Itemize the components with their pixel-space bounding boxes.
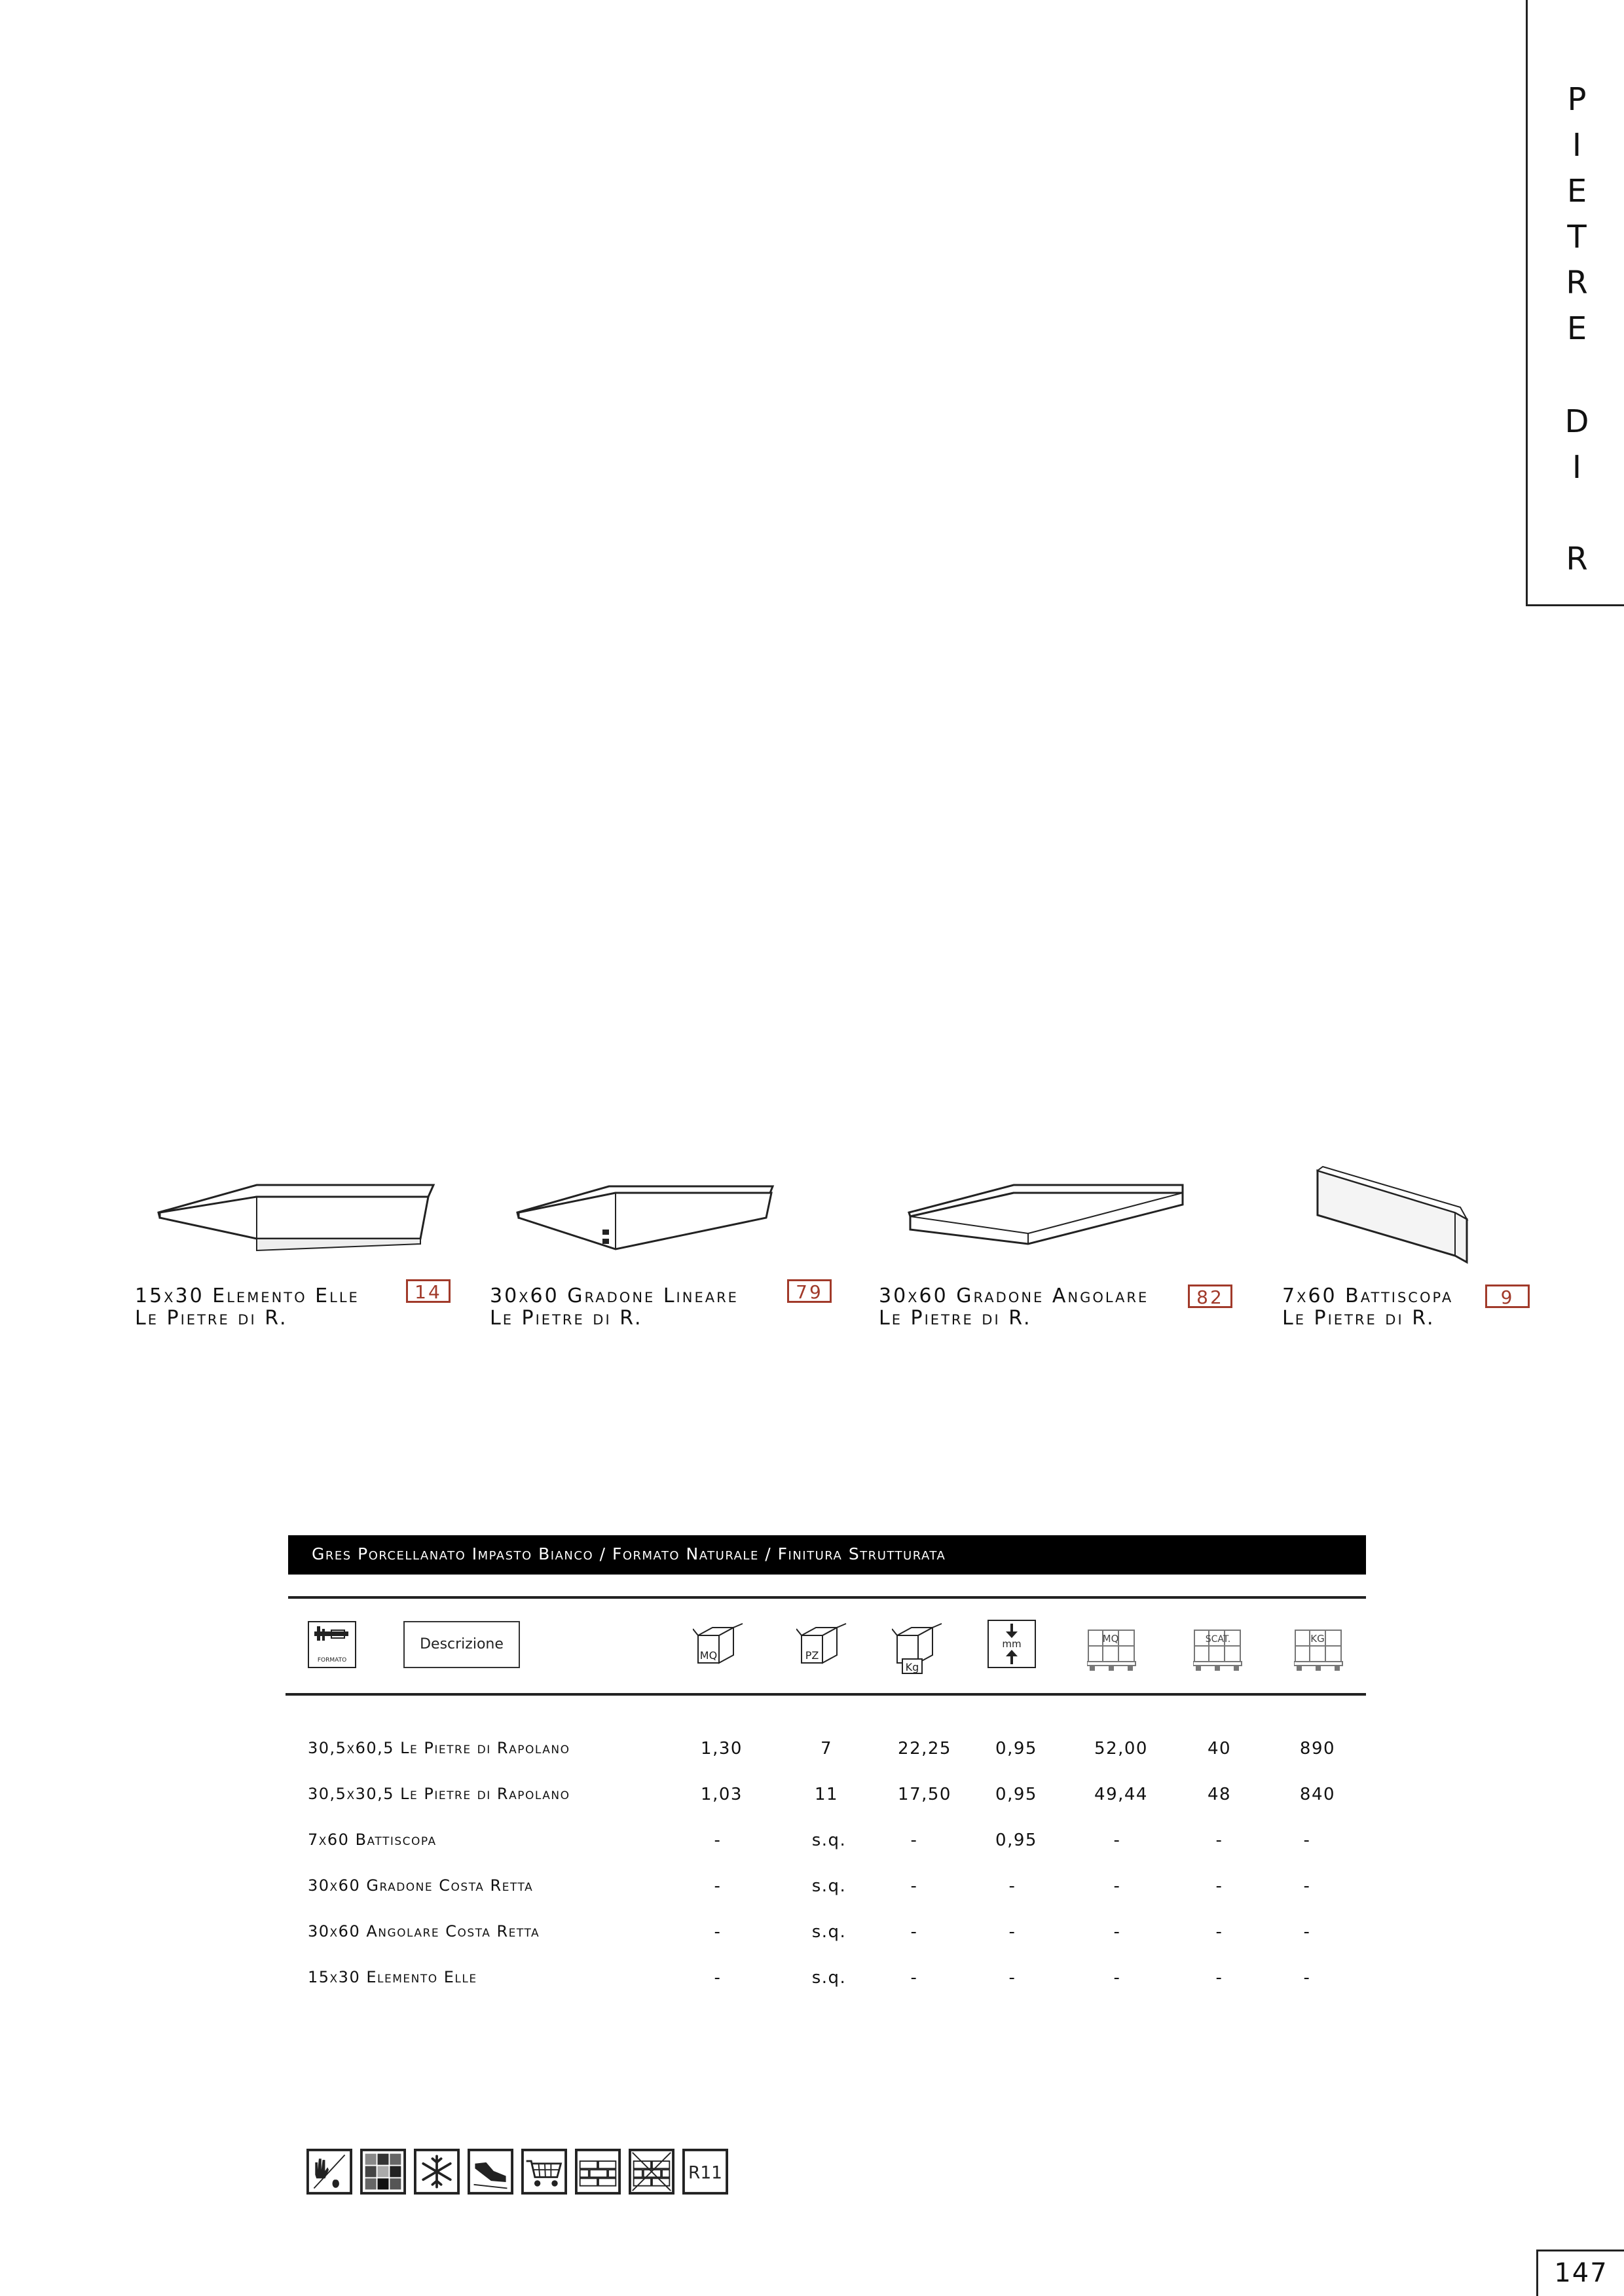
side-tab-letter: T bbox=[1567, 219, 1587, 255]
table-header-title: Gres Porcellanato Impasto Bianco / Formato Naturale / Finitura Strutturata bbox=[312, 1544, 946, 1563]
product-subtitle: Le Pietre di R. bbox=[490, 1307, 643, 1330]
row-description: 15x30 Elemento Elle bbox=[308, 1968, 477, 1986]
cell-pallet-mq: - bbox=[1113, 1831, 1121, 1850]
cell-mm: 0,95 bbox=[995, 1831, 1037, 1850]
row-description: 30,5x60,5 Le Pietre di Rapolano bbox=[308, 1739, 570, 1757]
product-code-badge: 9 bbox=[1485, 1285, 1530, 1308]
pallet-mq-icon bbox=[1087, 1629, 1137, 1672]
side-tab-letter: R bbox=[1566, 541, 1588, 577]
side-tab-letter: E bbox=[1566, 310, 1587, 347]
cell-pallet-mq: 52,00 bbox=[1094, 1739, 1148, 1758]
product-subtitle: Le Pietre di R. bbox=[1282, 1307, 1435, 1330]
cell-pallet-kg: - bbox=[1303, 1968, 1311, 1988]
wall-tiles-icon bbox=[575, 2149, 621, 2195]
cell-kg: - bbox=[910, 1922, 918, 1942]
product-code-badge: 14 bbox=[406, 1279, 451, 1303]
product-subtitle: Le Pietre di R. bbox=[135, 1307, 288, 1330]
cell-pallet-scat: 48 bbox=[1207, 1785, 1232, 1804]
cell-mq: 1,30 bbox=[701, 1739, 743, 1758]
frost-resistant-icon bbox=[414, 2149, 460, 2195]
cell-pallet-scat: - bbox=[1215, 1876, 1223, 1896]
cell-mm: 0,95 bbox=[995, 1739, 1037, 1758]
box-pz-icon bbox=[796, 1622, 849, 1669]
pallet-mq-label: MQ bbox=[1102, 1633, 1119, 1645]
cell-pallet-scat: - bbox=[1215, 1831, 1223, 1850]
pz-label: PZ bbox=[805, 1649, 819, 1662]
product-code-badge: 79 bbox=[787, 1279, 832, 1303]
cell-mm: 0,95 bbox=[995, 1785, 1037, 1804]
cell-pallet-scat: - bbox=[1215, 1922, 1223, 1942]
elemento-elle-image bbox=[152, 1178, 447, 1257]
row-description: 30x60 Gradone Costa Retta bbox=[308, 1876, 534, 1895]
row-description: 7x60 Battiscopa bbox=[308, 1831, 437, 1849]
mq-label: MQ bbox=[699, 1649, 718, 1662]
cell-mm: - bbox=[1008, 1876, 1016, 1896]
cell-pallet-kg: - bbox=[1303, 1831, 1311, 1850]
kg-label: Kg bbox=[905, 1661, 919, 1673]
side-tab-letter: D bbox=[1564, 403, 1589, 440]
slip-rating-icon bbox=[682, 2149, 728, 2195]
cell-pallet-kg: 890 bbox=[1299, 1739, 1336, 1758]
cell-kg: - bbox=[910, 1968, 918, 1988]
product-title: 7x60 Battiscopa bbox=[1282, 1285, 1454, 1307]
cell-pallet-mq: - bbox=[1113, 1876, 1121, 1896]
cell-pz: 7 bbox=[820, 1739, 833, 1758]
divider bbox=[288, 1596, 1366, 1599]
cell-pallet-kg: - bbox=[1303, 1922, 1311, 1942]
side-tab-letter: I bbox=[1572, 449, 1582, 486]
cell-pz: s.q. bbox=[811, 1876, 847, 1896]
page-number: 147 bbox=[1536, 2250, 1624, 2296]
row-description: 30,5x30,5 Le Pietre di Rapolano bbox=[308, 1785, 570, 1803]
gradone-angolare-image bbox=[902, 1178, 1204, 1257]
thickness-icon bbox=[987, 1620, 1037, 1669]
slip-rating-label: R11 bbox=[688, 2162, 722, 2183]
cell-kg: 17,50 bbox=[898, 1785, 951, 1804]
side-tab-letter: R bbox=[1566, 264, 1588, 301]
side-tab-letter: I bbox=[1572, 127, 1582, 164]
pallet-scat-label: SCAT. bbox=[1205, 1634, 1231, 1645]
cell-pallet-mq: - bbox=[1113, 1922, 1121, 1942]
row-description: 30x60 Angolare Costa Retta bbox=[308, 1922, 540, 1941]
cell-mq: - bbox=[714, 1831, 722, 1850]
formato-caliper-icon bbox=[308, 1621, 356, 1668]
not-suitable-icon bbox=[629, 2149, 674, 2195]
cell-pallet-kg: 840 bbox=[1299, 1785, 1336, 1804]
battiscopa-image bbox=[1310, 1164, 1473, 1269]
cell-mq: 1,03 bbox=[701, 1785, 743, 1804]
product-code-badge: 82 bbox=[1188, 1285, 1232, 1308]
cell-mq: - bbox=[714, 1922, 722, 1942]
box-kg-icon bbox=[892, 1622, 944, 1675]
product-title: 30x60 Gradone Angolare bbox=[879, 1285, 1149, 1307]
cell-pallet-kg: - bbox=[1303, 1876, 1311, 1896]
side-tab-letter: E bbox=[1566, 173, 1587, 210]
side-tab-letter: P bbox=[1567, 81, 1587, 118]
cell-mm: - bbox=[1008, 1922, 1016, 1942]
cell-pz: 11 bbox=[814, 1785, 839, 1804]
cell-pz: s.q. bbox=[811, 1831, 847, 1850]
stain-resistance-icon bbox=[306, 2149, 352, 2195]
cell-mq: - bbox=[714, 1968, 722, 1988]
cell-pallet-scat: 40 bbox=[1207, 1739, 1232, 1758]
cell-kg: 22,25 bbox=[898, 1739, 951, 1758]
cell-pallet-mq: 49,44 bbox=[1094, 1785, 1148, 1804]
mm-label: mm bbox=[1002, 1638, 1022, 1650]
box-mq-icon bbox=[693, 1622, 745, 1669]
cell-pallet-scat: - bbox=[1215, 1968, 1223, 1988]
cell-kg: - bbox=[910, 1831, 918, 1850]
product-title: 15x30 Elemento Elle bbox=[135, 1285, 360, 1307]
formato-label: FORMATO bbox=[317, 1657, 347, 1664]
shade-variation-icon bbox=[360, 2149, 406, 2195]
commercial-traffic-icon bbox=[521, 2149, 567, 2195]
cell-pz: s.q. bbox=[811, 1922, 847, 1942]
pallet-scat-icon bbox=[1193, 1629, 1243, 1672]
cell-mm: - bbox=[1008, 1968, 1016, 1988]
gradone-lineare-image bbox=[511, 1178, 812, 1257]
cell-pallet-mq: - bbox=[1113, 1968, 1121, 1988]
pallet-kg-icon bbox=[1294, 1629, 1344, 1672]
descrizione-header: Descrizione bbox=[403, 1621, 520, 1668]
product-subtitle: Le Pietre di R. bbox=[879, 1307, 1032, 1330]
product-title: 30x60 Gradone Lineare bbox=[490, 1285, 739, 1307]
pallet-kg-label: KG bbox=[1310, 1633, 1325, 1645]
cell-pz: s.q. bbox=[811, 1968, 847, 1988]
cell-mq: - bbox=[714, 1876, 722, 1896]
cell-kg: - bbox=[910, 1876, 918, 1896]
divider bbox=[286, 1693, 1366, 1696]
side-tab bbox=[1526, 0, 1624, 606]
slip-resistance-icon bbox=[468, 2149, 513, 2195]
table-header-bar bbox=[288, 1535, 1366, 1575]
